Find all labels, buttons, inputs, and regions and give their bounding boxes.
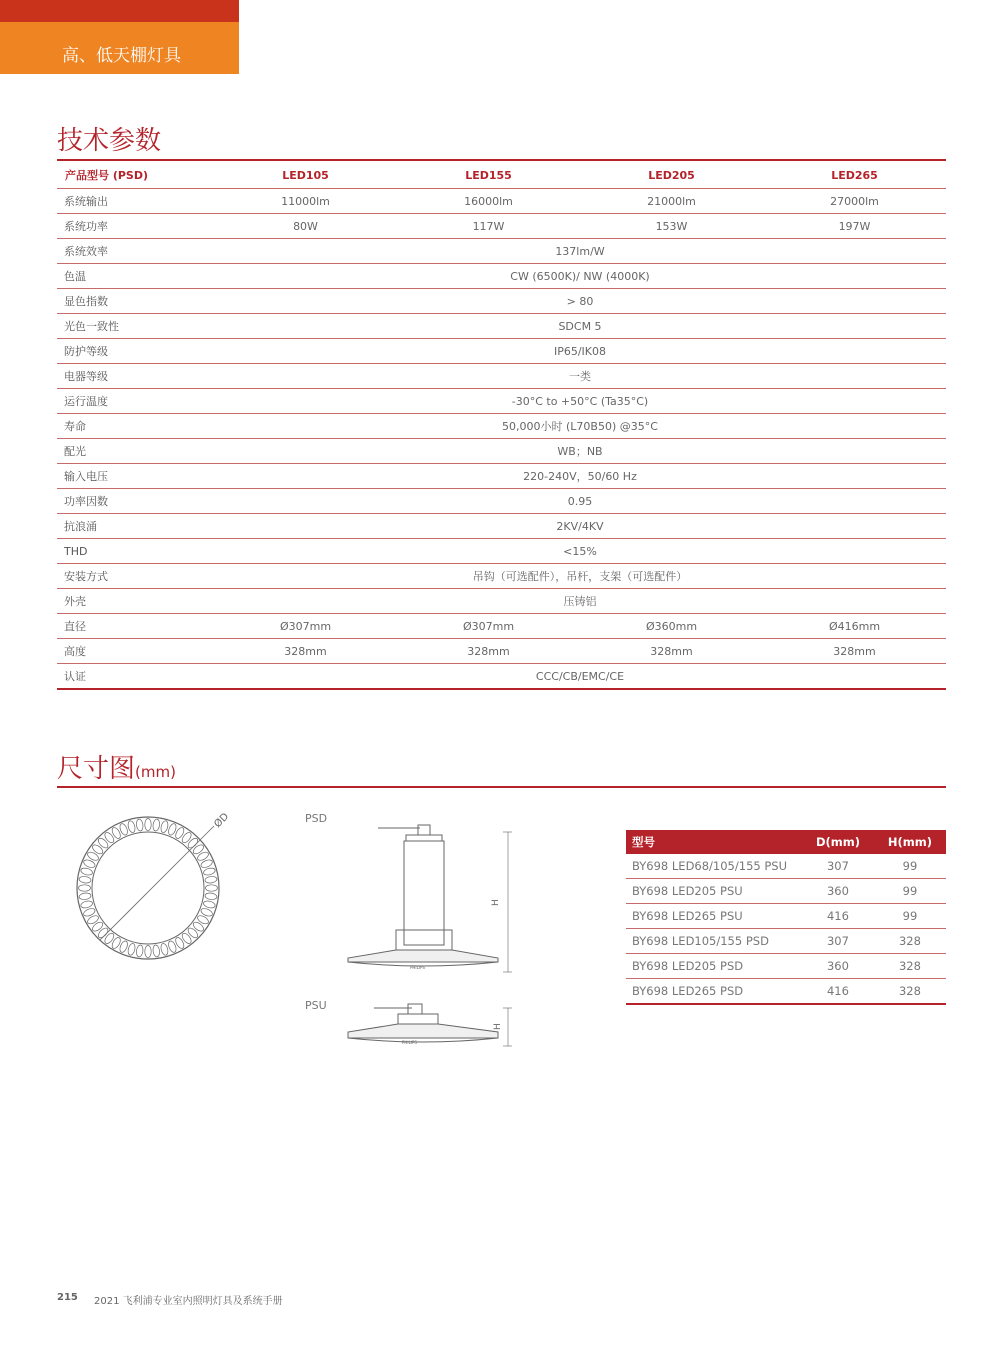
spec-row-label: 配光 bbox=[57, 439, 214, 464]
spec-cell-merged: > 80 bbox=[214, 289, 946, 314]
fin bbox=[79, 892, 92, 900]
spec-cell: 328mm bbox=[397, 639, 580, 664]
fin bbox=[136, 945, 144, 958]
spec-row-label: 抗浪涌 bbox=[57, 514, 214, 539]
brand-mark: PHILIPS bbox=[410, 965, 425, 970]
dim-cell-d: 416 bbox=[802, 904, 874, 929]
spec-row-label: 安装方式 bbox=[57, 564, 214, 589]
fin bbox=[205, 876, 218, 884]
dim-cell-model: BY698 LED265 PSU bbox=[626, 904, 802, 929]
spec-header-model: LED205 bbox=[580, 162, 763, 189]
spec-row bbox=[57, 539, 946, 564]
fin bbox=[206, 885, 218, 891]
psu-heat-sink bbox=[348, 1024, 498, 1038]
spec-row-label: 输入电压 bbox=[57, 464, 214, 489]
spec-header-model: LED265 bbox=[763, 162, 946, 189]
spec-row-label: 系统输出 bbox=[57, 189, 214, 214]
dim-title-rule bbox=[57, 786, 946, 788]
spec-row bbox=[57, 264, 946, 289]
spec-row-label: 高度 bbox=[57, 639, 214, 664]
spec-row bbox=[57, 414, 946, 439]
spec-row bbox=[57, 489, 946, 514]
psu-label: PSU bbox=[305, 999, 327, 1012]
spec-row-label: THD bbox=[57, 539, 214, 564]
fin bbox=[205, 892, 218, 900]
spec-cell: Ø360mm bbox=[580, 614, 763, 639]
spec-header-row bbox=[57, 162, 946, 189]
spec-row bbox=[57, 439, 946, 464]
spec-row bbox=[57, 239, 946, 264]
dim-cell-d: 360 bbox=[802, 954, 874, 979]
dim-row bbox=[626, 979, 946, 1005]
fin bbox=[152, 945, 160, 958]
fin bbox=[127, 943, 136, 956]
fin bbox=[160, 820, 169, 833]
spec-row-label: 色温 bbox=[57, 264, 214, 289]
fin bbox=[127, 820, 136, 833]
spec-row bbox=[57, 664, 946, 690]
dim-cell-h: 99 bbox=[874, 904, 946, 929]
dim-header-model: 型号 bbox=[626, 830, 802, 854]
spec-cell-merged: 压铸铝 bbox=[214, 589, 946, 614]
spec-header-model: LED155 bbox=[397, 162, 580, 189]
spec-cell: 11000lm bbox=[214, 189, 397, 214]
height-label: H bbox=[491, 899, 501, 906]
fin bbox=[160, 943, 169, 956]
spec-row-label: 显色指数 bbox=[57, 289, 214, 314]
heat-sink-fins bbox=[79, 819, 218, 958]
spec-title-rule bbox=[57, 159, 946, 161]
fin bbox=[145, 819, 151, 831]
spec-cell-merged: 2KV/4KV bbox=[214, 514, 946, 539]
cap bbox=[406, 835, 442, 841]
spec-cell: 80W bbox=[214, 214, 397, 239]
spec-row bbox=[57, 464, 946, 489]
dim-body bbox=[626, 854, 946, 1004]
spec-cell: 117W bbox=[397, 214, 580, 239]
spec-row-label: 运行温度 bbox=[57, 389, 214, 414]
dim-row bbox=[626, 954, 946, 979]
spec-row-label: 功率因数 bbox=[57, 489, 214, 514]
spec-cell-merged: WB；NB bbox=[214, 439, 946, 464]
spec-row-label: 电器等级 bbox=[57, 364, 214, 389]
spec-cell: 197W bbox=[763, 214, 946, 239]
dimension-table bbox=[626, 830, 946, 1005]
dim-row bbox=[626, 879, 946, 904]
spec-cell-merged: -30°C to +50°C (Ta35°C) bbox=[214, 389, 946, 414]
diameter-label: ØD bbox=[212, 811, 232, 831]
dim-cell-h: 99 bbox=[874, 879, 946, 904]
fin bbox=[80, 867, 93, 876]
spec-row bbox=[57, 314, 946, 339]
dim-cell-h: 328 bbox=[874, 979, 946, 1005]
category-title: 高、低天棚灯具 bbox=[62, 46, 181, 66]
fin bbox=[145, 946, 151, 958]
spec-row-label: 认证 bbox=[57, 664, 214, 690]
spec-row-label: 防护等级 bbox=[57, 339, 214, 364]
dim-title-unit: (mm) bbox=[135, 763, 176, 781]
fin bbox=[79, 885, 91, 891]
dim-cell-model: BY698 LED205 PSU bbox=[626, 879, 802, 904]
spec-cell-merged: IP65/IK08 bbox=[214, 339, 946, 364]
spec-cell: Ø416mm bbox=[763, 614, 946, 639]
psd-label: PSD bbox=[305, 812, 328, 825]
fin bbox=[203, 867, 216, 876]
psu-lens bbox=[348, 1038, 498, 1042]
fin bbox=[136, 819, 144, 832]
dim-cell-h: 99 bbox=[874, 854, 946, 879]
dim-row bbox=[626, 854, 946, 879]
dim-cell-model: BY698 LED205 PSD bbox=[626, 954, 802, 979]
dim-cell-d: 416 bbox=[802, 979, 874, 1005]
spec-row bbox=[57, 564, 946, 589]
fin bbox=[80, 900, 93, 909]
spec-cell: 21000lm bbox=[580, 189, 763, 214]
page-number: 215 bbox=[57, 1292, 78, 1303]
inner-ring bbox=[92, 832, 204, 944]
spec-cell-merged: <15% bbox=[214, 539, 946, 564]
spec-row bbox=[57, 389, 946, 414]
spec-row bbox=[57, 514, 946, 539]
spec-cell: 16000lm bbox=[397, 189, 580, 214]
spec-row bbox=[57, 289, 946, 314]
spec-cell: 328mm bbox=[580, 639, 763, 664]
spec-cell-merged: SDCM 5 bbox=[214, 314, 946, 339]
spec-cell: Ø307mm bbox=[397, 614, 580, 639]
spec-row bbox=[57, 189, 946, 214]
dim-header-h: H(mm) bbox=[874, 830, 946, 854]
fin bbox=[203, 900, 216, 909]
dim-cell-model: BY698 LED68/105/155 PSU bbox=[626, 854, 802, 879]
dim-cell-d: 360 bbox=[802, 879, 874, 904]
spec-row bbox=[57, 339, 946, 364]
spec-row-label: 光色一致性 bbox=[57, 314, 214, 339]
top-view-drawing bbox=[72, 808, 242, 978]
spec-cell-merged: CW (6500K)/ NW (4000K) bbox=[214, 264, 946, 289]
spec-cell-merged: 137lm/W bbox=[214, 239, 946, 264]
spec-cell-merged: CCC/CB/EMC/CE bbox=[214, 664, 946, 690]
fin bbox=[152, 819, 160, 832]
category-tab bbox=[0, 0, 239, 74]
fin bbox=[79, 876, 92, 884]
spec-row bbox=[57, 214, 946, 239]
spec-cell-merged: 220-240V，50/60 Hz bbox=[214, 464, 946, 489]
driver-body bbox=[404, 841, 444, 945]
spec-header-label: 产品型号 (PSD) bbox=[57, 162, 214, 189]
spec-row-label: 寿命 bbox=[57, 414, 214, 439]
footer-text: 2021 飞利浦专业室内照明灯具及系统手册 bbox=[94, 1296, 283, 1307]
spec-cell: 328mm bbox=[214, 639, 397, 664]
spec-cell: 27000lm bbox=[763, 189, 946, 214]
spec-row bbox=[57, 639, 946, 664]
spec-body bbox=[57, 189, 946, 690]
heat-sink bbox=[348, 950, 498, 962]
spec-cell: Ø307mm bbox=[214, 614, 397, 639]
dim-cell-d: 307 bbox=[802, 854, 874, 879]
psu-height-label: H bbox=[493, 1023, 503, 1030]
spec-cell: 328mm bbox=[763, 639, 946, 664]
dim-header-d: D(mm) bbox=[802, 830, 874, 854]
psd-side-drawing bbox=[340, 820, 515, 978]
dim-cell-model: BY698 LED265 PSD bbox=[626, 979, 802, 1005]
spec-header-model: LED105 bbox=[214, 162, 397, 189]
dim-cell-d: 307 bbox=[802, 929, 874, 954]
dim-cell-h: 328 bbox=[874, 954, 946, 979]
psu-brand-mark: PHILIPS bbox=[402, 1040, 417, 1045]
spec-row bbox=[57, 614, 946, 639]
spec-row bbox=[57, 589, 946, 614]
spec-row-label: 外壳 bbox=[57, 589, 214, 614]
spec-cell-merged: 吊钩（可选配件），吊杆，支架（可选配件） bbox=[214, 564, 946, 589]
psu-driver bbox=[398, 1014, 438, 1024]
psu-hook-mount bbox=[408, 1004, 422, 1014]
dim-section-title bbox=[57, 748, 176, 785]
psu-side-drawing bbox=[340, 1000, 515, 1052]
spec-table bbox=[57, 162, 946, 690]
hook-mount bbox=[418, 825, 430, 835]
spec-cell-merged: 0.95 bbox=[214, 489, 946, 514]
dim-row bbox=[626, 904, 946, 929]
spec-row-label: 系统效率 bbox=[57, 239, 214, 264]
dim-title-text: 尺寸图 bbox=[57, 754, 136, 784]
dim-cell-h: 328 bbox=[874, 929, 946, 954]
spec-cell: 153W bbox=[580, 214, 763, 239]
spec-row-label: 直径 bbox=[57, 614, 214, 639]
spec-row bbox=[57, 364, 946, 389]
outer-ring bbox=[77, 817, 219, 959]
dim-row bbox=[626, 929, 946, 954]
spec-cell-merged: 一类 bbox=[214, 364, 946, 389]
spec-cell-merged: 50,000小时 (L70B50) @35°C bbox=[214, 414, 946, 439]
spec-section-title: 技术参数 bbox=[57, 126, 162, 156]
spec-row-label: 系统功率 bbox=[57, 214, 214, 239]
dim-cell-model: BY698 LED105/155 PSD bbox=[626, 929, 802, 954]
category-tab-topbar bbox=[0, 0, 239, 22]
dim-header-row bbox=[626, 830, 946, 854]
